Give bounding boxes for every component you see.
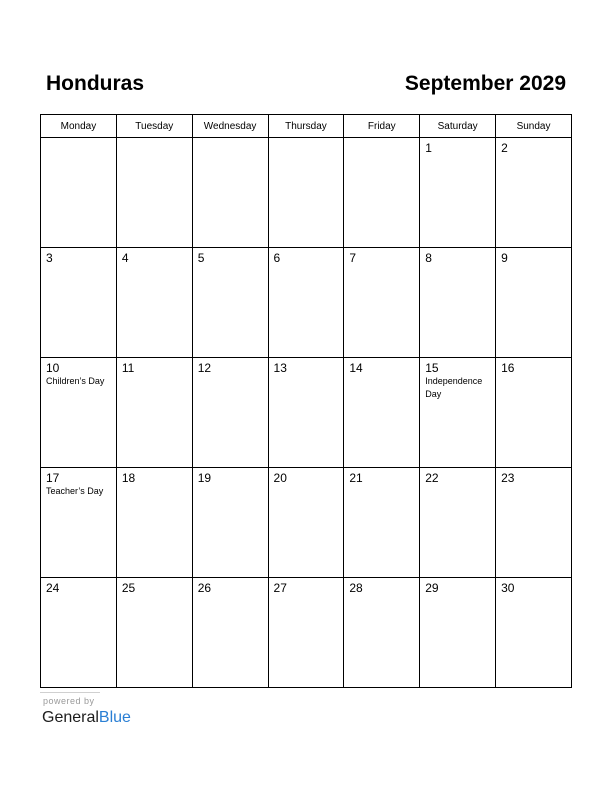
day-cell (41, 468, 117, 578)
country-title: Honduras (46, 72, 145, 95)
day-number: 30 (501, 581, 515, 595)
weekday-monday: Monday (41, 115, 117, 138)
day-number: 29 (425, 581, 439, 595)
day-number: 1 (425, 141, 432, 155)
day-number: 5 (197, 251, 205, 265)
day-cell (192, 578, 268, 688)
day-number: 2 (501, 141, 508, 155)
day-cell (496, 578, 572, 688)
day-cell (268, 358, 344, 468)
day-cell (420, 578, 496, 688)
powered-by-text: powered by (43, 696, 95, 706)
day-number: 3 (46, 251, 53, 265)
day-cell (268, 138, 344, 248)
day-cell (344, 248, 420, 358)
day-cell (116, 248, 192, 358)
day-number: 22 (425, 471, 439, 485)
day-number: 8 (425, 251, 432, 265)
weekday-sunday: Sunday (496, 115, 572, 138)
day-number: 23 (501, 471, 515, 485)
holiday-label: Independence Day (425, 376, 483, 399)
day-cell (116, 358, 192, 468)
day-cell (192, 468, 268, 578)
week-row (41, 578, 572, 688)
day-number (193, 138, 268, 141)
day-cell (344, 468, 420, 578)
day-number: 11 (121, 361, 135, 375)
day-number: 18 (121, 471, 136, 485)
day-cell (116, 468, 192, 578)
day-cell (344, 578, 420, 688)
weekday-thursday: Thursday (268, 115, 344, 138)
day-number: 9 (501, 251, 508, 265)
day-number: 10 (46, 361, 60, 375)
day-cell (268, 578, 344, 688)
week-row (41, 138, 572, 248)
day-cell (420, 248, 496, 358)
day-number: 19 (197, 471, 212, 485)
holiday-label: Children’s Day (46, 376, 105, 386)
calendar-grid (40, 114, 572, 688)
day-cell (496, 138, 572, 248)
day-cell (344, 138, 420, 248)
day-cell (192, 358, 268, 468)
weekday-friday: Friday (344, 115, 420, 138)
weekday-saturday: Saturday (420, 115, 496, 138)
day-cell (41, 358, 117, 468)
day-number: 7 (349, 251, 357, 265)
day-cell (420, 468, 496, 578)
day-number: 28 (349, 581, 363, 595)
holiday-label: Teacher’s Day (46, 486, 104, 496)
day-number: 21 (349, 471, 363, 485)
logo-blue: Blue (98, 709, 131, 726)
day-number: 20 (273, 471, 287, 485)
day-number: 14 (349, 361, 363, 375)
day-cell (496, 468, 572, 578)
logo-general: General (42, 709, 99, 726)
day-number: 25 (121, 581, 136, 595)
day-cell (496, 358, 572, 468)
day-cell (420, 138, 496, 248)
day-cell (41, 248, 117, 358)
day-number (269, 138, 344, 141)
day-number: 16 (501, 361, 515, 375)
day-cell (268, 468, 344, 578)
day-number: 17 (46, 471, 60, 485)
week-row (41, 468, 572, 578)
day-cell (41, 578, 117, 688)
day-number (344, 138, 419, 141)
day-cell (496, 248, 572, 358)
day-number: 6 (273, 251, 281, 265)
day-number: 27 (273, 581, 287, 595)
day-number: 26 (197, 581, 212, 595)
week-row (41, 248, 572, 358)
day-number (117, 138, 192, 141)
day-cell (41, 138, 117, 248)
weekday-header-row (41, 115, 572, 138)
day-cell (192, 138, 268, 248)
day-number: 13 (273, 361, 287, 375)
day-number: 24 (46, 581, 60, 595)
day-cell (116, 578, 192, 688)
day-cell (344, 358, 420, 468)
day-number: 4 (121, 251, 129, 265)
generalblue-logo[interactable] (42, 708, 131, 728)
day-cell (192, 248, 268, 358)
weekday-wednesday: Wednesday (192, 115, 268, 138)
footer-divider (40, 692, 100, 693)
day-number: 12 (197, 361, 212, 375)
day-cell (268, 248, 344, 358)
day-number: 15 (425, 361, 439, 375)
day-cell (420, 358, 496, 468)
day-number (41, 138, 116, 141)
day-cell (116, 138, 192, 248)
week-row (41, 358, 572, 468)
weekday-tuesday: Tuesday (116, 115, 192, 138)
month-year-title: September 2029 (404, 72, 566, 95)
